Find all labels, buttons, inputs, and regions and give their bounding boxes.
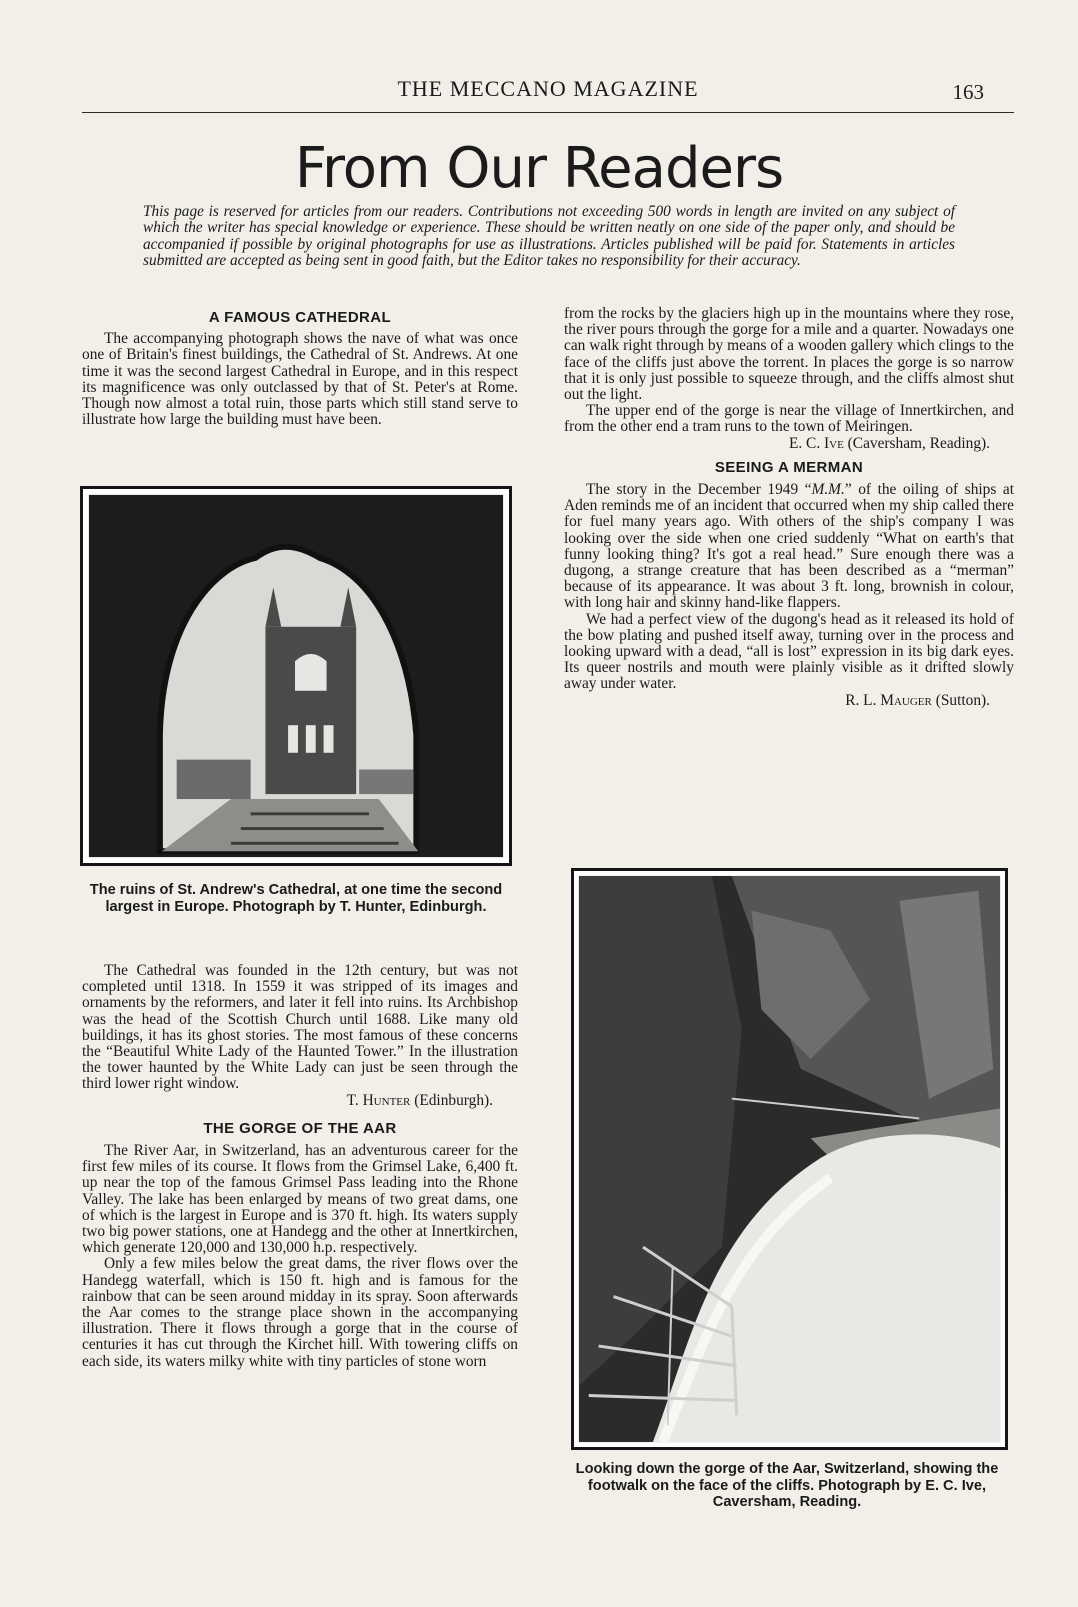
gorge-paragraph-2-continued: from the rocks by the glaciers high up in the mountains where they rose, the river pours through the gorge for a mile and a quarter. Nowadays one can walk right through by means of a wooden gallery which clings to the face of the cliffs just above the torrent. In places the gorge is so narrow that it is only just possible to squeeze through, and the cliffs almost shut out the light. [564,305,1014,404]
cathedral-caption: The ruins of St. Andrew's Cathedral, at one time the second largest in Europe. Photograph by T. Hunter, Edinburgh. [89,882,503,915]
cathedral-photo [80,486,512,866]
merman-paragraph-1 [564,482,1014,612]
gorge-caption: Looking down the gorge of the Aar, Switzerland, showing the footwalk on the face of the cliffs. Photograph by E. C. Ive, Caversham, Reading. [575,1461,999,1510]
page-number: 163 [952,80,984,104]
gorge-signature [564,436,1014,452]
cathedral-author: T. Hunter [346,1091,411,1109]
merman-p1-rest: ” of the oiling of ships at Aden reminds me of an incident that occurred when my ship called there for fuel many years ago. With others of the ship's company I was looking over the side when one cried suddenly “What on earth's that funny looking thing? It's got a real head.” Sure enough there was a dugong, a strange creature that has been described as a “merman” because of its appearance. It was about 3 ft. long, brownish in colour, with long hair and skinny hand-like flappers. [564,481,1014,612]
heading-merman: SEEING A MERMAN [714,458,864,476]
article-cathedral-history [82,963,518,1370]
merman-signature [564,693,1014,709]
gorge-image [574,871,1005,1447]
cathedral-signature [82,1093,518,1109]
merman-paragraph-2: We had a perfect view of the dugong's head as it released its hold of the bow plating and pushed itself away, turning over in the process and looking upward with a dead, “all is lost” expression in its big dark eyes. Its queer nostrils and mouth were plainly visible as it drifted slowly away under water. [564,610,1014,693]
page-title: From Our Readers [294,136,784,201]
intro-paragraph: This page is reserved for articles from our readers. Contributions not exceeding 500 words in length are invited on any subject of which the writer has special knowledge or experience. These should be written neatly on one side of the paper only, and should be accompanied if possible by original photographs for use as illustrations. Articles published will be paid for. Statements in articles submitted are accepted as being sent in good faith, but the Editor takes no responsibility for their accuracy. [143,203,955,269]
gorge-author: E. C. Ive [788,434,844,452]
cathedral-paragraph-2: The Cathedral was founded in the 12th century, but was not completed until 1318. In 1559 it was stripped of its images and ornaments by the reformers, and later it fell into ruins. Its Archbishop was the head of the Scottish Church until 1688. Like many old buildings, it has its ghost stories. The most famous of these concerns the “Beautiful White Lady of the Haunted Tower.” In the illustration the tower haunted by the White Lady can just be seen through the third lower right window. [82,962,518,1093]
heading-gorge: THE GORGE OF THE AAR [203,1119,397,1137]
merman-author: R. L. Mauger [845,691,932,709]
running-title: THE MECCANO MAGAZINE [397,76,699,101]
merman-p1-start: The story in the December 1949 “ [586,481,812,499]
heading-cathedral: A FAMOUS CATHEDRAL [208,309,392,326]
gorge-paragraph-2: Only a few miles below the great dams, the river flows over the Handegg waterfall, which is 150 ft. high and is famous for the rainbow that can be seen around midday in its spray. Soon afterwards the Aar comes to the strange place shown in the accompanying illustration. There it flows through a gorge that in the course of centuries it has cut through the Kirchet hill. With towering cliffs on each side, its waters milky white with tiny particles of stone worn [82,1255,518,1370]
merman-p1-magazine: M.M. [811,481,845,499]
cathedral-paragraph-1: The accompanying photograph shows the nave of what was once one of Britain's finest buildings, the Cathedral of St. Andrews. At one time it was the second largest Cathedral in Europe, and in this respect its magnificence was only outclassed by that of St. Peter's at Rome. Though now almost a total ruin, those parts which still stand serve to illustrate how large the building must have been. [82,330,518,429]
article-cathedral-intro [82,310,518,428]
gorge-author-place: (Caversham, Reading). [847,434,990,452]
merman-author-place: (Sutton). [935,691,990,709]
article-gorge-continued [564,306,1014,709]
page-header [82,76,1014,113]
gorge-photo [571,868,1008,1450]
cathedral-image [83,489,509,863]
gorge-paragraph-3: The upper end of the gorge is near the village of Innertkirchen, and from the other end a tram runs to the town of Meiringen. [564,402,1014,436]
gorge-paragraph-1: The River Aar, in Switzerland, has an adventurous career for the first few miles of its course. It flows from the Grimsel Lake, 6,400 ft. up near the top of the famous Grimsel Pass leading into the Rhone Valley. The lake has been enlarged by means of two great dams, one of which is the largest in Europe and is 370 ft. high. Its waters supply two big power stations, one at Handegg and the other at Innertkirchen, which generate 120,000 and 130,000 h.p. respectively. [82,1142,518,1257]
cathedral-author-place: (Edinburgh). [414,1091,493,1109]
